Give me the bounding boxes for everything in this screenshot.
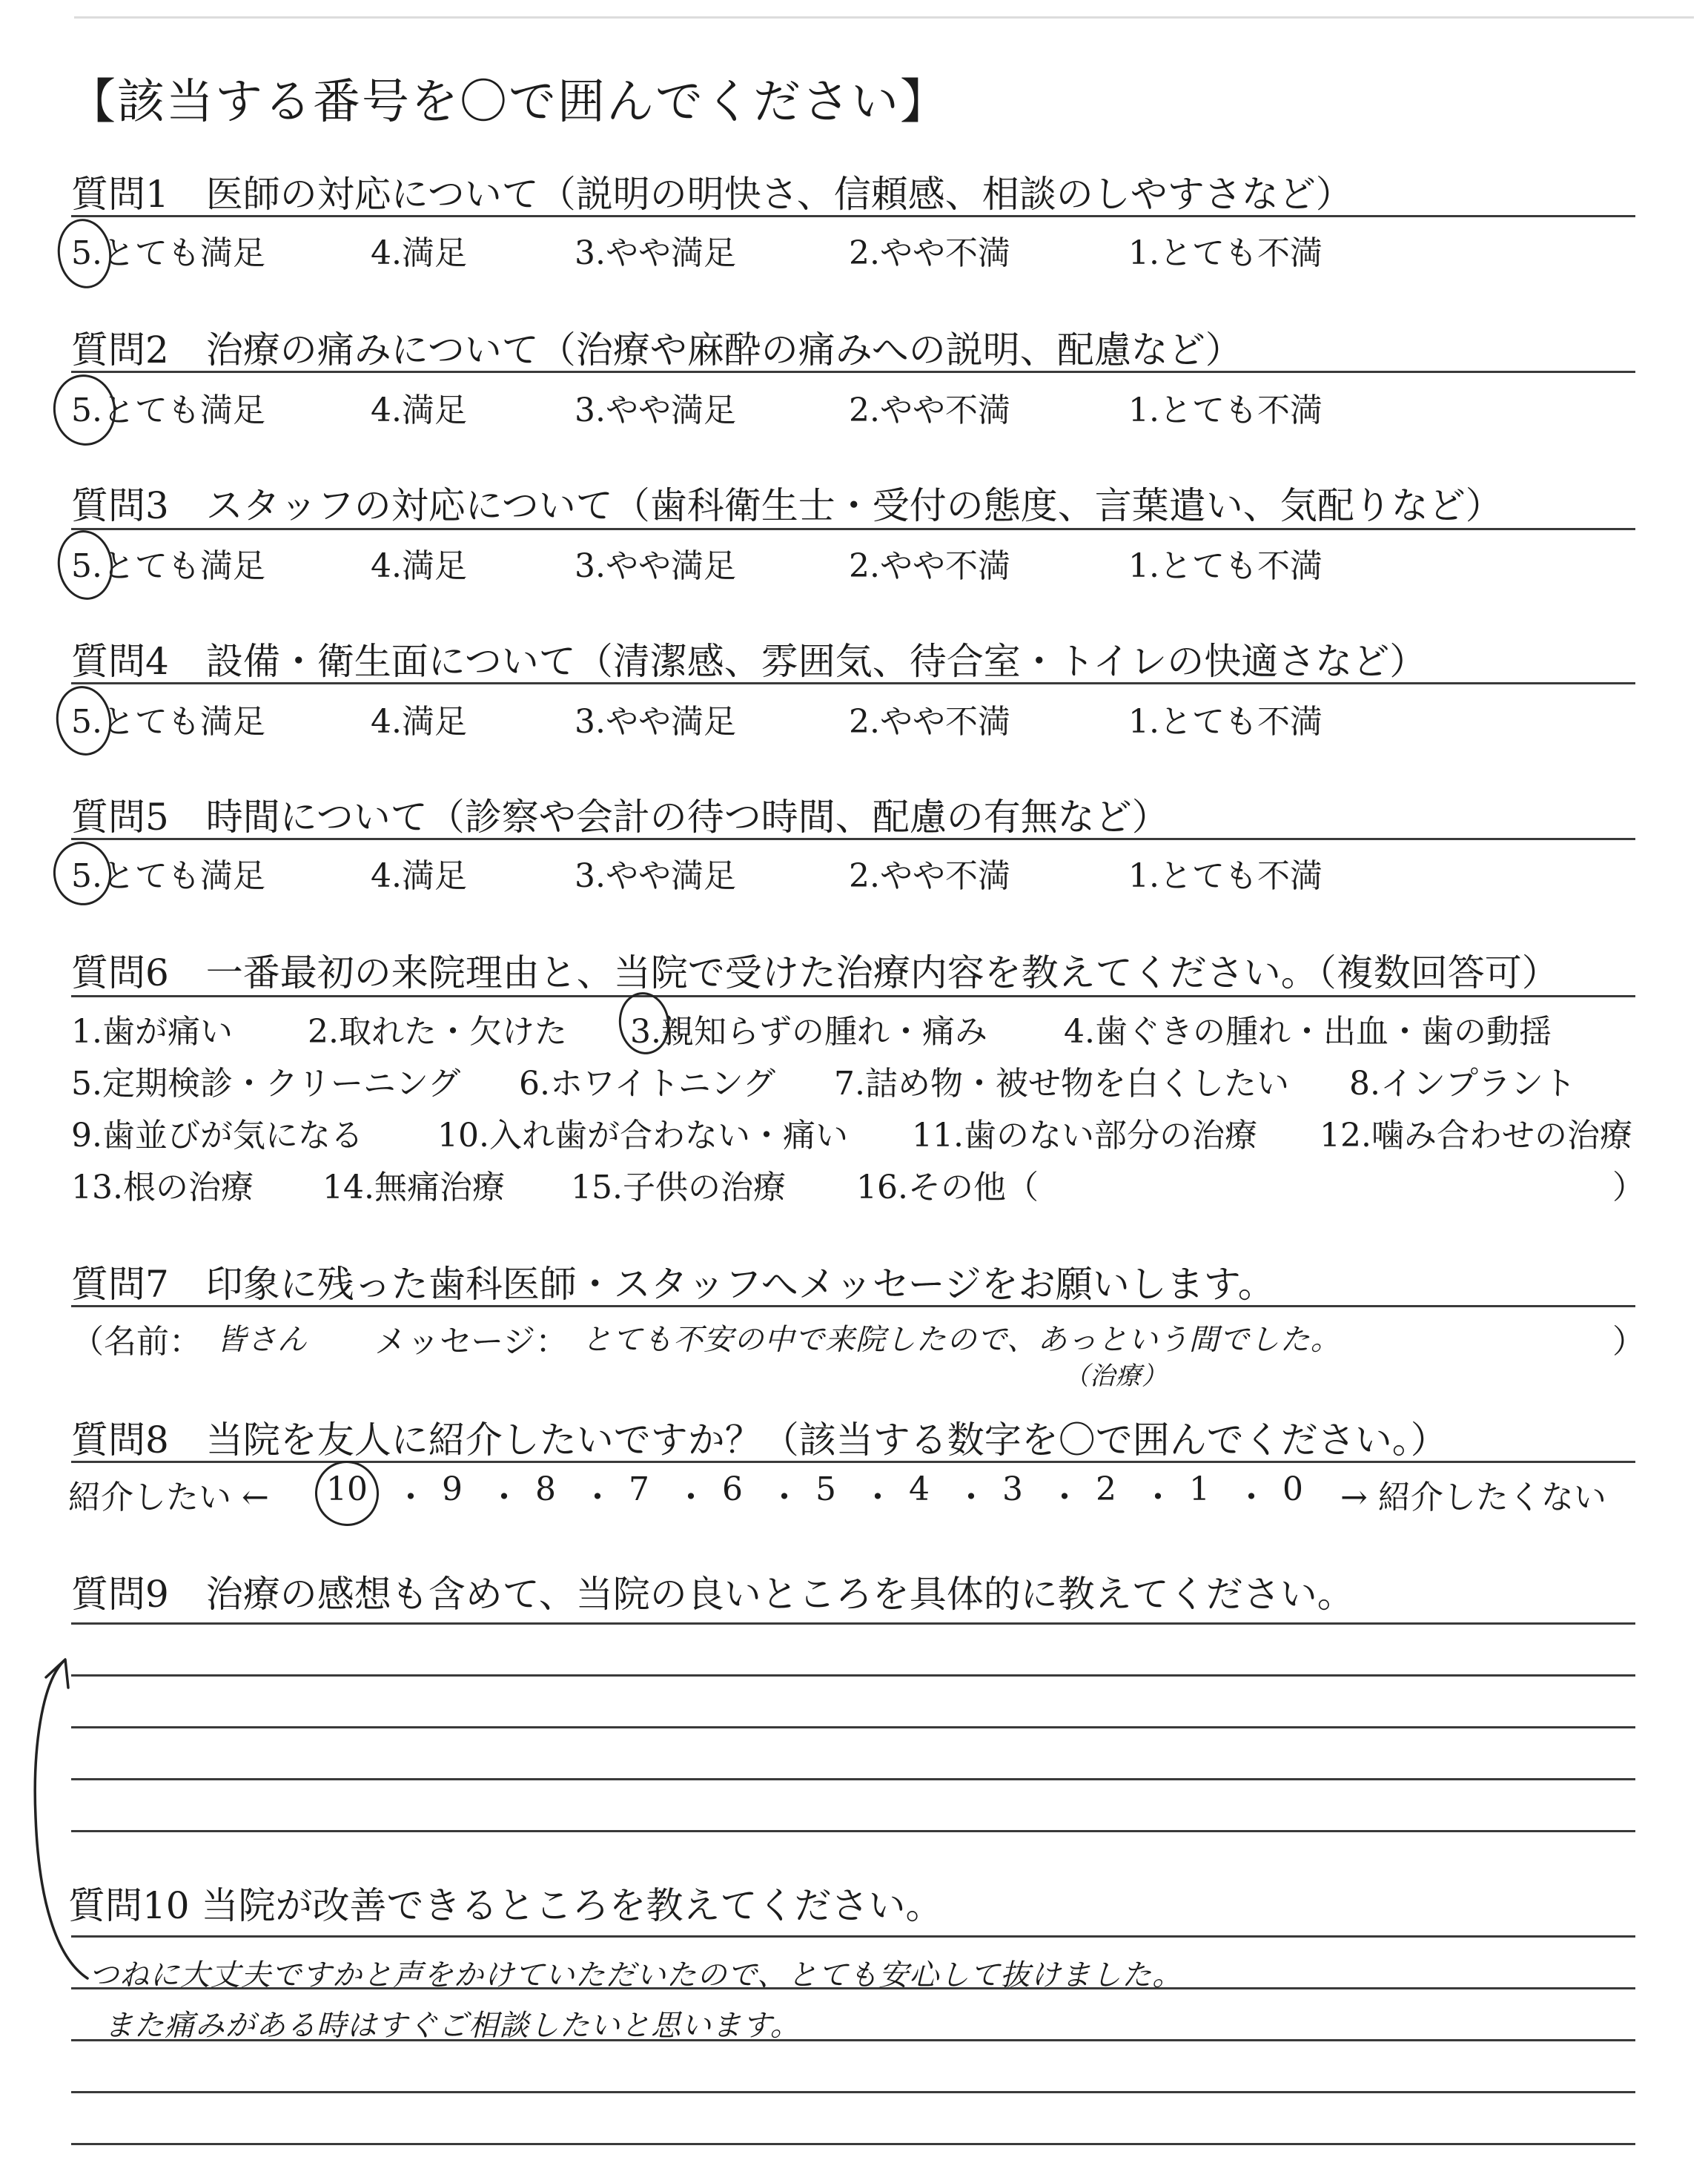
q8-scale-2[interactable]: 2 [1096, 1470, 1116, 1508]
q6-option-4[interactable]: 4.歯ぐきの腫れ・出血・歯の動揺 [1064, 1013, 1552, 1051]
q6-option-2[interactable]: 2.取れた・欠けた [308, 1013, 567, 1051]
q8-separator: ・ [581, 1479, 614, 1516]
q8-scale-10[interactable]: 10 [326, 1470, 368, 1508]
q6-option-12[interactable]: 12.噛み合わせの治療 [1320, 1117, 1632, 1155]
q6-option-9[interactable]: 9.歯並びが気になる [71, 1117, 363, 1155]
q3-option-1[interactable]: 1.とても不満 [1128, 547, 1323, 585]
q8-separator: ・ [1048, 1479, 1081, 1516]
q2-option-2[interactable]: 2.やや不満 [849, 392, 1010, 429]
q2-option-1[interactable]: 1.とても不満 [1128, 392, 1323, 429]
q5-option-2[interactable]: 2.やや不満 [849, 857, 1010, 895]
q6-option-13[interactable]: 13.根の治療 [71, 1169, 254, 1206]
q4-option-1[interactable]: 1.とても不満 [1128, 703, 1323, 741]
q10-answer-handwritten-line-1[interactable]: つねに大丈夫ですかと声をかけていただいたので、とても安心して抜けました。 [89, 1958, 1183, 1992]
q1-option-3[interactable]: 3.やや満足 [575, 234, 736, 272]
q6-option-11[interactable]: 11.歯のない部分の治療 [912, 1117, 1257, 1155]
q8-right-label: → 紹介したくない [1340, 1479, 1606, 1516]
q8-separator: ・ [768, 1479, 801, 1516]
q1-option-4[interactable]: 4.満足 [371, 234, 467, 272]
q10-answer-handwritten-line-2[interactable]: また痛みがある時はすぐご相談したいと思います。 [104, 2009, 801, 2043]
q8-scale-5[interactable]: 5 [815, 1470, 836, 1508]
question-5-title: 質問5 時間について（診察や会計の待つ時間、配慮の有無など） [71, 796, 1169, 839]
q1-option-5[interactable]: 5.とても満足 [71, 234, 265, 272]
q3-option-5[interactable]: 5.とても満足 [71, 547, 265, 585]
q4-option-3[interactable]: 3.やや満足 [575, 703, 736, 741]
q8-separator: ・ [1235, 1479, 1268, 1516]
q8-scale-4[interactable]: 4 [909, 1470, 930, 1508]
q3-option-2[interactable]: 2.やや不満 [849, 547, 1010, 585]
q5-option-4[interactable]: 4.満足 [371, 857, 467, 895]
q4-option-4[interactable]: 4.満足 [371, 703, 467, 741]
q6-option-6[interactable]: 6.ホワイトニング [519, 1065, 776, 1103]
q1-option-2[interactable]: 2.やや不満 [849, 234, 1010, 272]
q2-option-3[interactable]: 3.やや満足 [575, 392, 736, 429]
question-6-title: 質問6 一番最初の来院理由と、当院で受けた治療内容を教えてください。（複数回答可） [71, 951, 1559, 994]
q6-option-8[interactable]: 8.インプラント [1349, 1065, 1576, 1103]
question-2-title: 質問2 治療の痛みについて（治療や麻酔の痛みへの説明、配慮など） [71, 328, 1242, 371]
q3-option-3[interactable]: 3.やや満足 [575, 547, 736, 585]
q6-option-7[interactable]: 7.詰め物・被せ物を白くしたい [834, 1065, 1289, 1103]
q6-option-14[interactable]: 14.無痛治療 [322, 1169, 505, 1206]
q6-option-5[interactable]: 5.定期検診・クリーニング [71, 1065, 461, 1103]
q6-option-16[interactable]: 16.その他（ [856, 1169, 1039, 1206]
q8-scale-7[interactable]: 7 [629, 1470, 649, 1508]
q6-option-1[interactable]: 1.歯が痛い [71, 1013, 233, 1051]
q8-separator: ・ [1142, 1479, 1174, 1516]
q8-scale-3[interactable]: 3 [1002, 1470, 1023, 1508]
q5-option-5[interactable]: 5.とても満足 [71, 857, 265, 895]
q8-separator: ・ [488, 1479, 520, 1516]
q8-separator: ・ [675, 1479, 707, 1516]
q4-option-5[interactable]: 5.とても満足 [71, 703, 265, 741]
q5-option-1[interactable]: 1.とても不満 [1128, 857, 1323, 895]
q7-name-label: （名前： [71, 1323, 202, 1361]
q5-option-3[interactable]: 3.やや満足 [575, 857, 736, 895]
question-10-title: 質問10 当院が改善できるところを教えてください。 [68, 1884, 943, 1927]
q6-option-3[interactable]: 3.親知らずの腫れ・痛み [630, 1013, 987, 1051]
q4-option-2[interactable]: 2.やや不満 [849, 703, 1010, 741]
q8-scale-6[interactable]: 6 [722, 1470, 743, 1508]
q8-scale-9[interactable]: 9 [442, 1470, 463, 1508]
question-3-title: 質問3 スタッフの対応について（歯科衛生士・受付の態度、言葉遣い、気配りなど） [71, 484, 1503, 527]
question-9-title: 質問9 治療の感想も含めて、当院の良いところを具体的に教えてください。 [71, 1573, 1354, 1616]
q6-option-10[interactable]: 10.入れ歯が合わない・痛い [437, 1117, 848, 1155]
q7-message-handwritten[interactable]: とても不安の中で来院したので、あっという間でした。 [582, 1323, 1341, 1357]
q8-scale-1[interactable]: 1 [1189, 1470, 1210, 1508]
q8-separator: ・ [955, 1479, 987, 1516]
q8-scale-0[interactable]: 0 [1282, 1470, 1303, 1508]
q6-other-close-paren: ） [1612, 1169, 1645, 1206]
q7-close-paren: ） [1612, 1323, 1645, 1361]
question-4-title: 質問4 設備・衛生面について（清潔感、雰囲気、待合室・トイレの快適さなど） [71, 640, 1427, 683]
q7-message-note-handwritten: （治療） [1064, 1361, 1168, 1391]
q3-option-4[interactable]: 4.満足 [371, 547, 467, 585]
page-title: 【該当する番号を〇で囲んでください】 [68, 75, 949, 130]
q7-message-label: メッセージ： [374, 1323, 569, 1361]
q8-left-label: 紹介したい ← [68, 1479, 269, 1516]
q2-option-5[interactable]: 5.とても満足 [71, 392, 265, 429]
question-1-title: 質問1 医師の対応について（説明の明快さ、信頼感、相談のしやすさなど） [71, 173, 1353, 216]
q1-option-1[interactable]: 1.とても不満 [1128, 234, 1323, 272]
q8-separator: ・ [394, 1479, 427, 1516]
q6-option-15[interactable]: 15.子供の治療 [571, 1169, 786, 1206]
q7-name-handwritten[interactable]: 皆さん [216, 1323, 308, 1357]
q8-separator: ・ [861, 1479, 894, 1516]
question-7-title: 質問7 印象に残った歯科医師・スタッフへメッセージをお願いします。 [71, 1263, 1275, 1306]
question-8-title: 質問8 当院を友人に紹介したいですか？（該当する数字を〇で囲んでください。） [71, 1418, 1448, 1462]
q2-option-4[interactable]: 4.満足 [371, 392, 467, 429]
q8-scale-8[interactable]: 8 [535, 1470, 556, 1508]
